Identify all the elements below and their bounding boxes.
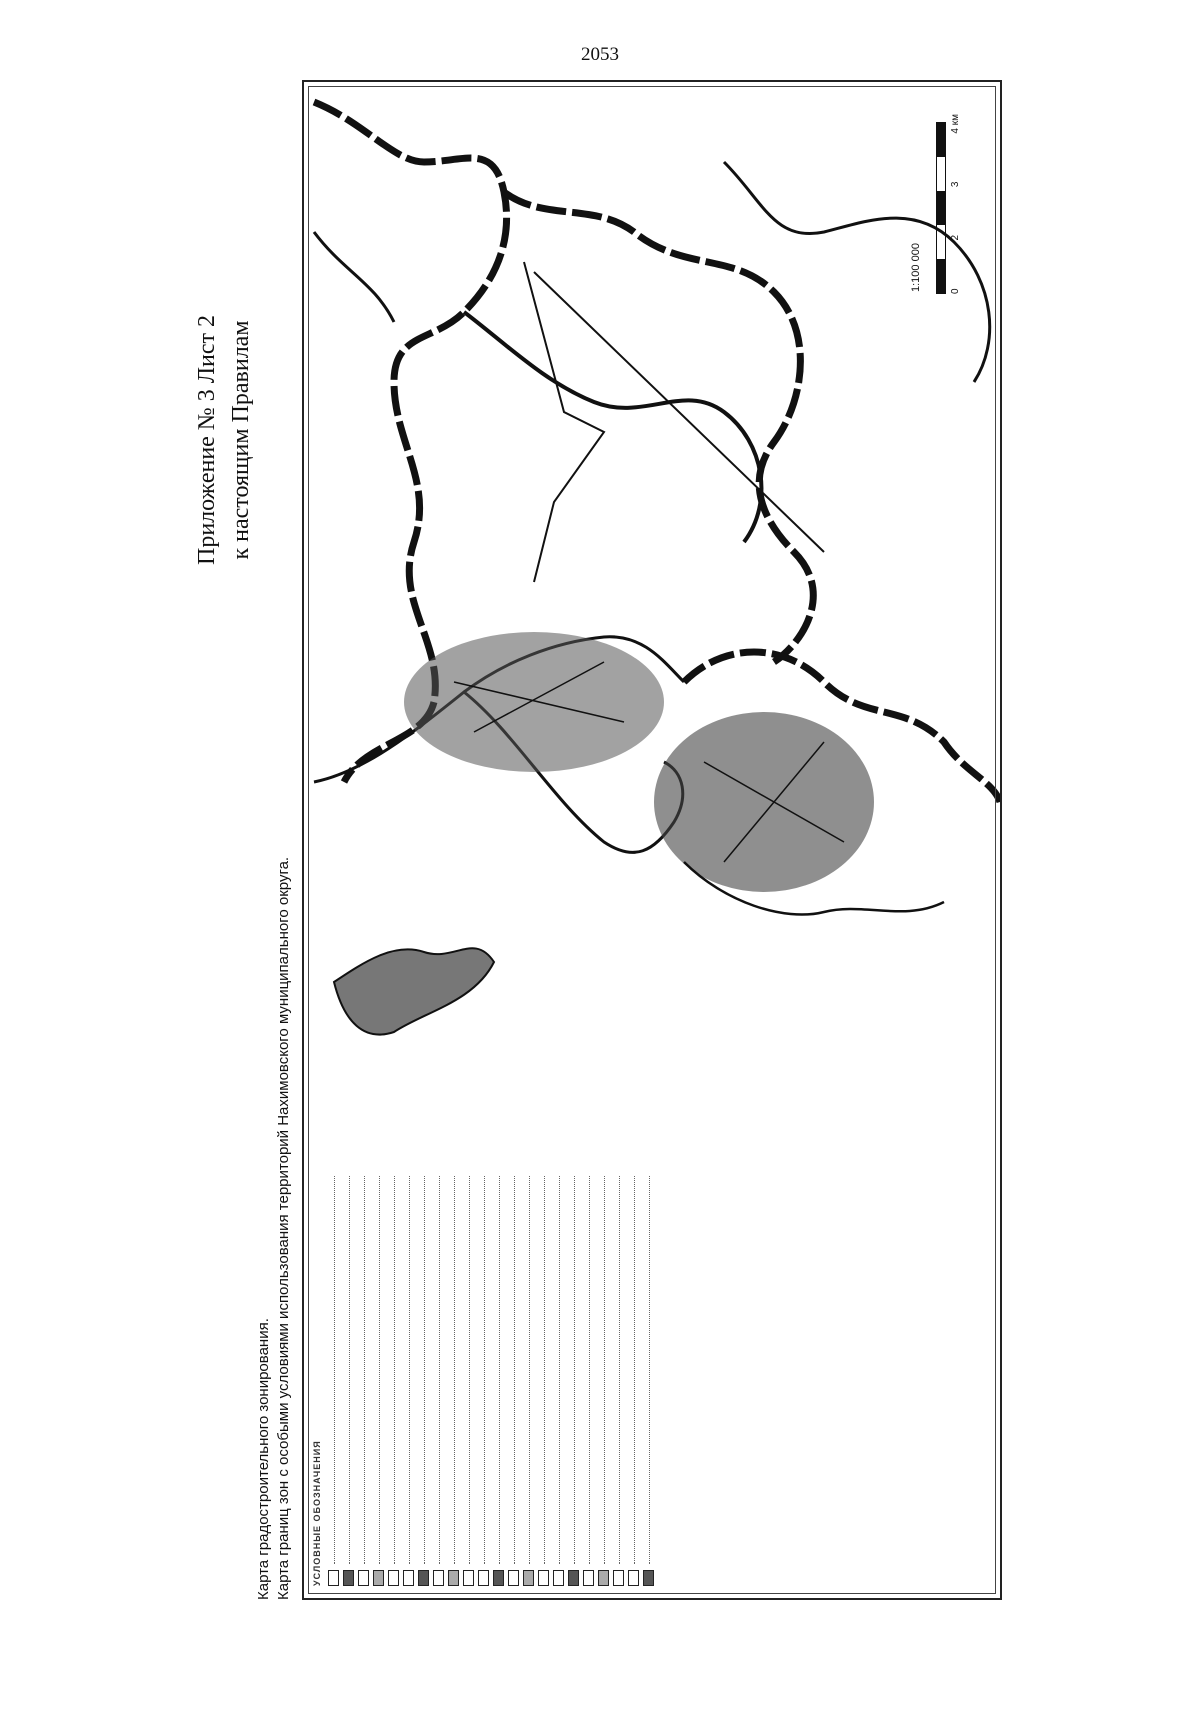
scale-tick: 0 — [950, 288, 961, 294]
legend-swatch — [508, 1570, 519, 1586]
legend-label-placeholder — [604, 1176, 605, 1564]
legend-label-placeholder — [559, 1176, 560, 1564]
legend-row — [431, 1176, 446, 1586]
map-caption-line-1: Карта градостроительного зонирования. — [255, 1318, 272, 1600]
legend-label-placeholder — [574, 1176, 575, 1564]
scale-ratio: 1:100 000 — [910, 243, 922, 292]
inner-boundary — [464, 312, 761, 542]
district-boundary-south — [684, 652, 1000, 802]
map-legend — [306, 1166, 996, 1596]
legend-swatch — [568, 1570, 579, 1586]
bay-coast — [464, 692, 683, 852]
coastline-north — [314, 637, 684, 782]
legend-row — [506, 1176, 521, 1586]
legend-swatch — [358, 1570, 369, 1586]
legend-label-placeholder — [499, 1176, 500, 1564]
legend-row — [416, 1176, 431, 1586]
legend-row — [326, 1176, 341, 1586]
appendix-line-1: Приложение № 3 Лист 2 — [194, 315, 220, 565]
appendix-line-2: к настоящим Правилам — [228, 320, 254, 560]
legend-label-placeholder — [619, 1176, 620, 1564]
legend-swatch — [598, 1570, 609, 1586]
scale-bar-graphic — [936, 122, 946, 294]
legend-label-placeholder — [634, 1176, 635, 1564]
legend-label-placeholder — [484, 1176, 485, 1564]
legend-row — [611, 1176, 626, 1586]
legend-row — [626, 1176, 641, 1586]
zone-outline-east — [724, 162, 990, 382]
legend-row — [371, 1176, 386, 1586]
legend-label-placeholder — [424, 1176, 425, 1564]
scale-ticks — [950, 114, 970, 294]
legend-row — [551, 1176, 566, 1586]
district-boundary-east — [504, 192, 813, 662]
page-number: 2053 — [581, 44, 619, 65]
legend-row — [386, 1176, 401, 1586]
legend-label-placeholder — [364, 1176, 365, 1564]
zone-outline-north — [314, 232, 394, 322]
legend-label-placeholder — [439, 1176, 440, 1564]
legend-label-placeholder — [454, 1176, 455, 1564]
legend-swatch — [478, 1570, 489, 1586]
scale-bar — [900, 112, 980, 312]
legend-swatch — [403, 1570, 414, 1586]
urban-streets — [454, 662, 844, 862]
legend-label-placeholder — [544, 1176, 545, 1564]
legend-swatch — [493, 1570, 504, 1586]
legend-swatch — [613, 1570, 624, 1586]
legend-label-placeholder — [394, 1176, 395, 1564]
scale-tick: 4 км — [950, 114, 961, 134]
legend-row — [401, 1176, 416, 1586]
legend-title: УСЛОВНЫЕ ОБОЗНАЧЕНИЯ — [312, 1440, 322, 1586]
legend-row — [356, 1176, 371, 1586]
corridor-line — [524, 262, 604, 582]
legend-row — [491, 1176, 506, 1586]
zoning-map — [304, 82, 1000, 1598]
coastline-south — [684, 862, 944, 915]
legend-row — [341, 1176, 356, 1586]
scale-tick: 3 — [950, 181, 961, 188]
legend-swatch — [448, 1570, 459, 1586]
legend-label-placeholder — [589, 1176, 590, 1564]
legend-row — [476, 1176, 491, 1586]
district-boundary — [314, 102, 507, 782]
legend-swatch — [553, 1570, 564, 1586]
legend-swatch — [538, 1570, 549, 1586]
urban-area-north — [404, 632, 664, 772]
legend-row — [641, 1176, 656, 1586]
scale-tick: 2 — [950, 234, 961, 241]
legend-swatch — [418, 1570, 429, 1586]
legend-label-placeholder — [514, 1176, 515, 1564]
inset-map — [334, 948, 494, 1034]
legend-label-placeholder — [349, 1176, 350, 1564]
legend-label-placeholder — [409, 1176, 410, 1564]
legend-swatch — [583, 1570, 594, 1586]
appendix-note — [190, 270, 260, 610]
legend-swatch — [628, 1570, 639, 1586]
legend-row — [566, 1176, 581, 1586]
legend-row — [596, 1176, 611, 1586]
map-frame — [302, 80, 1002, 1600]
legend-swatch — [328, 1570, 339, 1586]
legend-swatch — [373, 1570, 384, 1586]
legend-swatch — [388, 1570, 399, 1586]
legend-swatch — [643, 1570, 654, 1586]
legend-row — [446, 1176, 461, 1586]
urban-area-south — [654, 712, 874, 892]
legend-label-placeholder — [469, 1176, 470, 1564]
map-caption-line-2: Карта границ зон с особыми условиями использования территорий Нахимовского муниципального округа. — [275, 856, 292, 1600]
legend-label-placeholder — [649, 1176, 650, 1564]
legend-label-placeholder — [529, 1176, 530, 1564]
legend-swatch — [463, 1570, 474, 1586]
legend-row — [521, 1176, 536, 1586]
legend-swatch — [343, 1570, 354, 1586]
legend-row — [536, 1176, 551, 1586]
legend-label-placeholder — [334, 1176, 335, 1564]
legend-row — [581, 1176, 596, 1586]
legend-label-placeholder — [379, 1176, 380, 1564]
corridor-line-2 — [534, 272, 824, 552]
map-caption — [254, 670, 298, 1600]
legend-swatch — [523, 1570, 534, 1586]
legend-row — [461, 1176, 476, 1586]
legend-swatch — [433, 1570, 444, 1586]
